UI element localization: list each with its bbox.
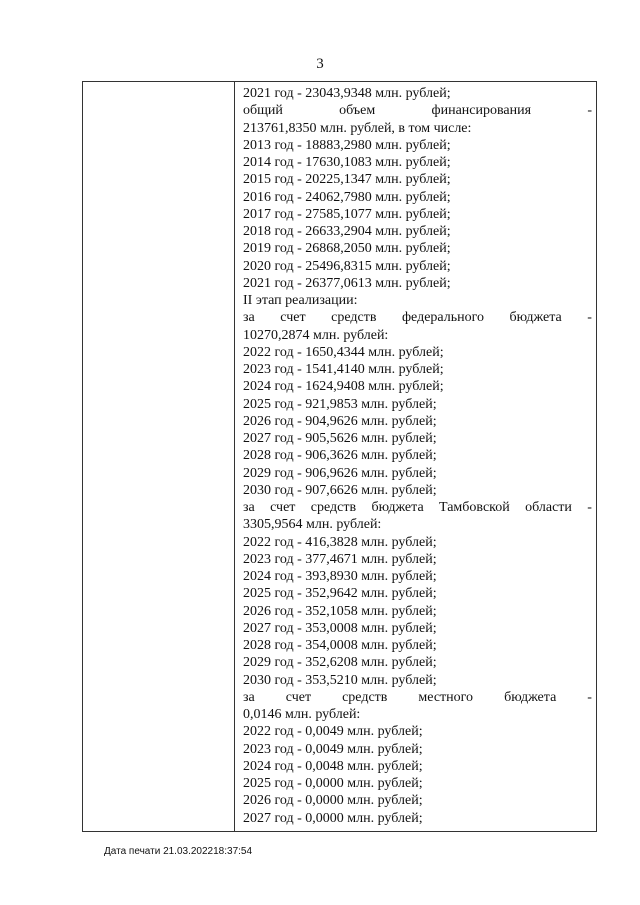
text-line: 2029 год - 906,9626 млн. рублей; xyxy=(243,465,437,481)
word: объем xyxy=(339,103,376,119)
word: - xyxy=(587,103,592,119)
text-line: 2025 год - 0,0000 млн. рублей; xyxy=(243,776,423,791)
text-line: 2020 год - 25496,8315 млн. рублей; xyxy=(243,258,451,274)
word: - xyxy=(587,689,592,705)
text-line: 2024 год - 393,8930 млн. рублей; xyxy=(243,569,437,584)
text-line: 2018 год - 26633,2904 млн. рублей; xyxy=(243,224,451,239)
page-number: 3 xyxy=(316,56,324,72)
word: бюджета xyxy=(509,310,562,326)
text-line: 2014 год - 17630,1083 млн. рублей; xyxy=(243,155,451,170)
word: бюджета xyxy=(371,500,424,515)
word: общий xyxy=(243,103,283,119)
word: - xyxy=(587,310,592,326)
text-line: 2025 год - 921,9853 млн. рублей; xyxy=(243,396,437,412)
text-line: 2013 год - 18883,2980 млн. рублей; xyxy=(243,137,451,153)
word: счет xyxy=(270,500,296,515)
word: - xyxy=(587,500,592,515)
text-line: 2023 год - 1541,4140 млн. рублей; xyxy=(243,362,444,377)
text-line: 0,0146 млн. рублей: xyxy=(243,707,361,722)
text-line: 2021 год - 23043,9348 млн. рублей; xyxy=(243,86,451,101)
text-line: 2021 год - 26377,0613 млн. рублей; xyxy=(243,275,451,291)
text-line: 2026 год - 0,0000 млн. рублей; xyxy=(243,793,423,809)
text-line: 2016 год - 24062,7980 млн. рублей; xyxy=(243,189,451,205)
word: счет xyxy=(285,689,312,705)
text-line: 2019 год - 26868,2050 млн. рублей; xyxy=(243,241,451,257)
text-line: 2028 год - 354,0008 млн. рублей; xyxy=(243,638,437,653)
text-line: 3305,9564 млн. рублей: xyxy=(243,517,382,533)
word: средств xyxy=(331,310,377,326)
text-line: 10270,2874 млн. рублей: xyxy=(243,327,389,343)
word: за xyxy=(243,689,255,705)
word: финансирования xyxy=(431,103,532,119)
table-left-cell xyxy=(83,82,235,831)
text-line: 2023 год - 377,4671 млн. рублей; xyxy=(243,551,437,567)
text-line: 2017 год - 27585,1077 млн. рублей; xyxy=(243,206,451,222)
table-right-cell xyxy=(243,85,592,827)
text-line: 2015 год - 20225,1347 млн. рублей; xyxy=(243,172,451,188)
text-line: 2024 год - 1624,9408 млн. рублей; xyxy=(243,379,444,395)
word: за xyxy=(243,310,255,326)
word: средств xyxy=(342,689,388,705)
word: средств xyxy=(310,500,357,515)
text-line: 2026 год - 904,9626 млн. рублей; xyxy=(243,413,437,429)
text-line xyxy=(243,499,592,516)
text-line xyxy=(243,309,592,326)
word: местного xyxy=(418,689,474,705)
text-line: 2027 год - 905,5626 млн. рублей; xyxy=(243,431,437,446)
word: за xyxy=(243,500,255,515)
text-line: 2028 год - 906,3626 млн. рублей; xyxy=(243,448,437,464)
text-line xyxy=(243,689,592,706)
text-line xyxy=(243,102,592,119)
text-line: 2022 год - 416,3828 млн. рублей; xyxy=(243,534,437,550)
text-line: 2030 год - 907,6626 млн. рублей; xyxy=(243,482,437,498)
word: счет xyxy=(280,310,306,326)
funding-table xyxy=(82,81,597,832)
text-line: 213761,8350 млн. рублей, в том числе: xyxy=(243,120,472,136)
word: области xyxy=(525,500,572,515)
text-line: 2022 год - 1650,4344 млн. рублей; xyxy=(243,344,444,360)
word: бюджета xyxy=(504,689,557,705)
text-line: II этап реализации: xyxy=(243,293,358,308)
text-line: 2027 год - 353,0008 млн. рублей; xyxy=(243,620,437,636)
text-line: 2022 год - 0,0049 млн. рублей; xyxy=(243,724,423,740)
text-line: 2023 год - 0,0049 млн. рублей; xyxy=(243,741,423,757)
text-line: 2025 год - 352,9642 млн. рублей; xyxy=(243,586,437,602)
word: Тамбовской xyxy=(439,500,510,515)
text-line: 2027 год - 0,0000 млн. рублей; xyxy=(243,810,423,826)
text-line: 2029 год - 352,6208 млн. рублей; xyxy=(243,655,437,671)
text-line: 2024 год - 0,0048 млн. рублей; xyxy=(243,758,423,774)
word: федерального xyxy=(401,310,484,326)
text-line: 2026 год - 352,1058 млн. рублей; xyxy=(243,603,437,619)
print-date-footer: Дата печати 21.03.202218:37:54 xyxy=(104,846,253,857)
text-line: 2030 год - 353,5210 млн. рублей; xyxy=(243,672,437,688)
